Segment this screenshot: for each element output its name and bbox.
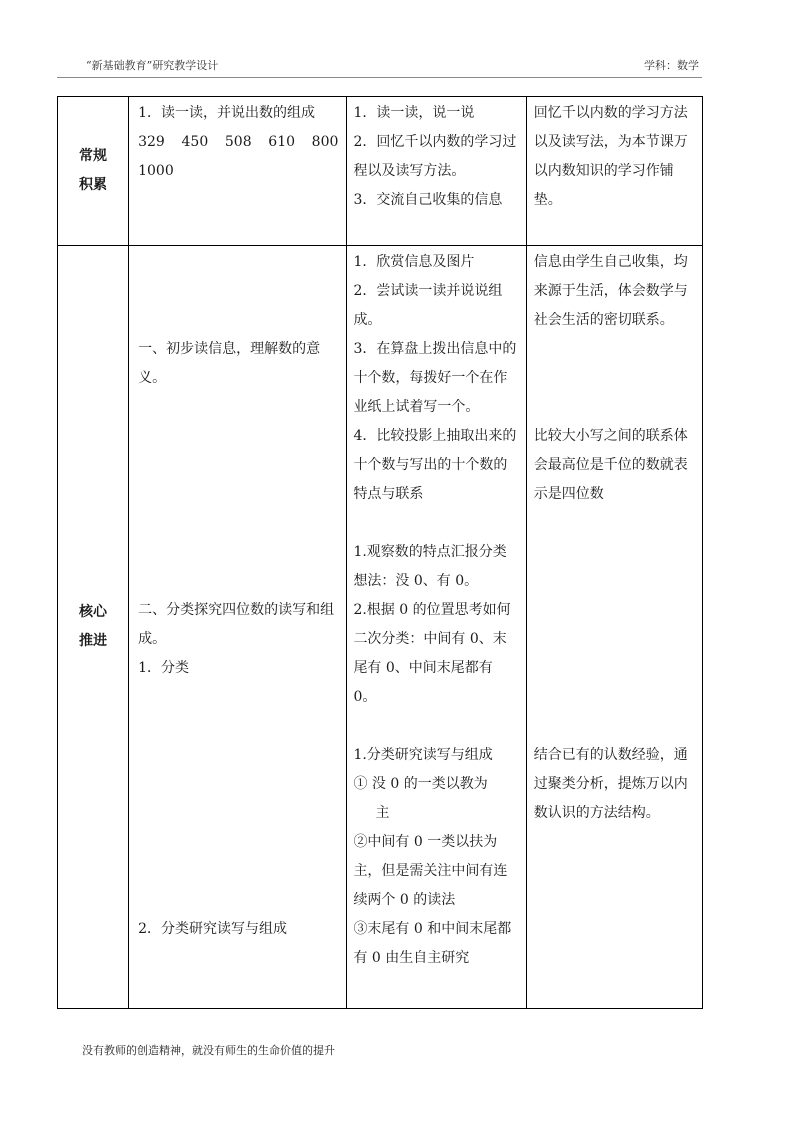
student-text: ②中间有 0 一类以扶为主，但是需关注中间有连续两个 0 的读法 [353, 834, 508, 908]
teacher-text: 一、初步读信息，理解数的意义。 [138, 341, 321, 386]
table-row [58, 246, 703, 1009]
category-cell [58, 97, 129, 246]
intent-text: 比较大小写之间的联系体会最高位是千位的数就表示是四位数 [533, 428, 688, 502]
student-text: 1.分类研究读写与组成 [353, 747, 493, 763]
intent-text: 回忆千以内数的学习方法以及读写法，为本节课万以内数知识的学习作铺垫。 [533, 105, 688, 208]
student-activity-cell [347, 97, 526, 246]
student-text: 3．交流自己收集的信息 [353, 192, 503, 208]
category-label: 核心 [79, 604, 108, 620]
number-item: 610 [268, 134, 296, 150]
number-item: 508 [224, 134, 252, 150]
category-label: 常规 [79, 148, 108, 164]
category-label: 推进 [79, 633, 108, 649]
student-text: 1.观察数的特点汇报分类想法：没 0、有 0。 [353, 544, 507, 589]
number-list [138, 128, 338, 157]
teacher-text: 2．分类研究读写与组成 [138, 921, 288, 937]
student-text: ① 没 0 的一类以教为 [353, 776, 488, 792]
student-text: 1．读一读，说一说 [353, 105, 475, 121]
teacher-text: 二、分类探究四位数的读写和组成。 [138, 602, 335, 647]
header-subject: 学科：数学 [644, 59, 699, 72]
student-text: 2.根据 0 的位置思考如何二次分类：中间有 0、末尾有 0、中间末尾都有 0。 [353, 602, 511, 705]
category-cell [58, 246, 129, 1009]
number-item: 1000 [138, 163, 174, 179]
header-title: “新基础教育”研究教学设计 [86, 59, 219, 72]
intent-text: 信息由学生自己收集，均来源于生活，体会数学与社会生活的密切联系。 [533, 254, 688, 328]
number-item: 450 [181, 134, 209, 150]
student-text: 2．回忆千以内数的学习过程以及读写方法。 [353, 134, 517, 179]
header-divider [57, 77, 702, 78]
student-text: 2．尝试读一读并说说组成。 [353, 283, 503, 328]
teacher-text: 1．读一读，并说出数的组成 [138, 105, 316, 121]
lesson-plan-table [57, 96, 703, 1009]
design-intent-cell [526, 246, 702, 1009]
number-item: 329 [138, 134, 165, 150]
teacher-activity-cell [129, 246, 347, 1009]
student-text: 1．欣赏信息及图片 [353, 254, 475, 270]
student-text: 4．比较投影上抽取出来的十个数与写出的十个数的特点与联系 [353, 428, 517, 502]
student-text: 3．在算盘上拨出信息中的十个数，每拨好一个在作业纸上试着写一个。 [353, 341, 517, 415]
footer-motto: 没有教师的创造精神，就没有师生的生命价值的提升 [82, 1044, 335, 1057]
number-item: 800 [311, 134, 339, 150]
student-text: 主 [375, 805, 390, 821]
teacher-activity-cell [129, 97, 347, 246]
student-text: ③末尾有 0 和中间末尾都有 0 由生自主研究 [353, 921, 512, 966]
category-label: 积累 [79, 177, 108, 193]
design-intent-cell [526, 97, 702, 246]
intent-text: 结合已有的认数经验，通过聚类分析，提炼万以内数认识的方法结构。 [533, 747, 688, 821]
table-row [58, 97, 703, 246]
teacher-text: 1．分类 [138, 660, 190, 676]
student-activity-cell [347, 246, 526, 1009]
